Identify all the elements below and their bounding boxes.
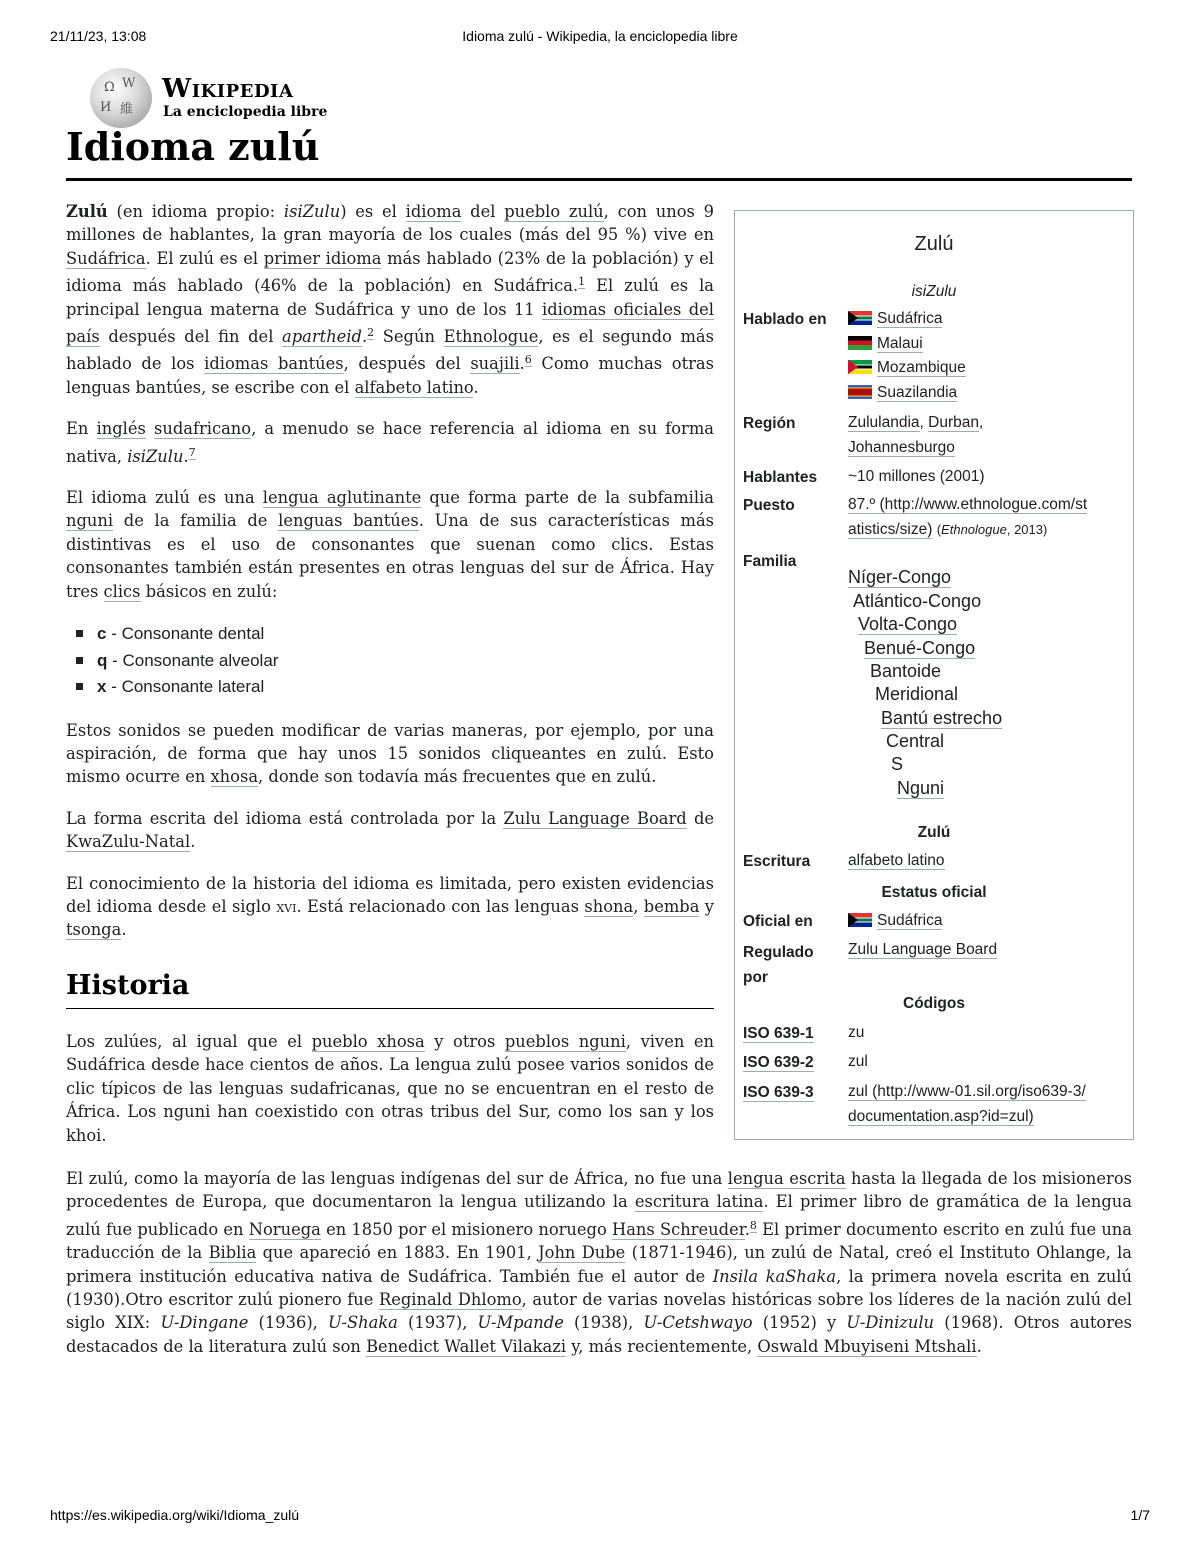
family-nguni (897, 778, 944, 799)
link-idiomas-bantues[interactable]: idiomas bantúes (204, 354, 344, 374)
value-puesto: 87.º (http://www.ethnologue.com/st atistics/size) (Ethnologue, 2013) (848, 496, 1088, 538)
eswatini-flag-icon (848, 385, 872, 399)
page-title: Idioma zulú (66, 124, 320, 169)
link-zululandia[interactable]: Zululandia (848, 414, 920, 431)
paragraph-forma-escrita: La forma escrita del idioma está controlada por la Zulu Language Board de KwaZulu-Natal. (66, 808, 714, 852)
link-apartheid[interactable]: apartheid (282, 327, 362, 347)
link-lengua-aglutinante[interactable]: lengua aglutinante (262, 488, 422, 508)
link-idioma[interactable]: idioma (405, 202, 462, 221)
link-mozambique[interactable]: Mozambique (877, 359, 966, 376)
ref-8[interactable]: 8 (749, 1218, 757, 1232)
south-africa-flag-icon (848, 913, 872, 927)
family-volta-congo (858, 614, 957, 635)
link-vilakazi[interactable]: Benedict Wallet Vilakazi (366, 1336, 567, 1356)
print-date: 21/11/23, 13:08 (50, 28, 147, 44)
link-pueblos-nguni[interactable]: pueblos nguni (504, 1032, 626, 1051)
link-bemba[interactable]: bemba (643, 897, 700, 917)
link-ib-zulu-language-board[interactable]: Zulu Language Board (848, 941, 998, 958)
link-family-nguni[interactable]: Nguni (897, 778, 945, 798)
family-bantu-estrecho (881, 708, 1002, 729)
list-item: q - Consonante alveolar (76, 648, 714, 675)
link-iso-639-3[interactable]: ISO 639-3 (743, 1084, 814, 1101)
label-oficial-en: Oficial en (743, 913, 813, 930)
link-idiomas-oficiales[interactable]: idiomas oficiales del país (66, 299, 714, 347)
link-lengua-escrita[interactable]: lengua escrita (727, 1169, 846, 1188)
paragraph-ingles: En inglés sudafricano, a menudo se hace referencia al idioma en su forma nativa, isiZulu.$^7$ (66, 419, 714, 466)
ref-1[interactable]: 1 (578, 275, 586, 289)
link-ingles[interactable]: inglés (96, 419, 146, 439)
link-suajili[interactable]: suajili (470, 354, 520, 374)
link-escritura-latina[interactable]: escritura latina (634, 1192, 764, 1212)
link-iso-639-2[interactable]: ISO 639-2 (743, 1054, 814, 1071)
link-volta-congo[interactable]: Volta-Congo (858, 614, 958, 634)
family-zulu: Zulú (917, 824, 951, 841)
family-s: S (891, 754, 904, 774)
link-malaui[interactable]: Malaui (877, 334, 923, 352)
value-hablado-en (848, 307, 966, 405)
family-central: Central (886, 731, 945, 751)
link-benue-congo[interactable]: Benué-Congo (864, 638, 976, 658)
link-nguni[interactable]: nguni (66, 511, 114, 531)
family-bantoide: Bantoide (870, 661, 942, 681)
label-puesto: Puesto (743, 497, 795, 514)
mozambique-flag-icon (848, 360, 872, 374)
wikipedia-tagline: La enciclopedia libre (163, 104, 328, 120)
label-hablantes: Hablantes (743, 469, 818, 486)
print-header (50, 28, 1150, 48)
link-noruega[interactable]: Noruega (248, 1219, 321, 1239)
section-divider (66, 1008, 714, 1009)
link-ethnologue[interactable]: Ethnologue (443, 327, 539, 347)
link-sil-iso[interactable]: zul (http://www-01.sil.org/iso639-3/ (848, 1083, 1086, 1100)
historia-section (66, 1030, 714, 1165)
label-iso-639-2 (743, 1054, 814, 1072)
value-iso-639-1: zu (848, 1024, 865, 1041)
link-suazilandia[interactable]: Suazilandia (877, 383, 958, 401)
value-regulado-por (848, 938, 997, 963)
family-niger-congo (848, 567, 951, 588)
paragraph-literatura: El zulú, como la mayoría de las lenguas indígenas del sur de África, no fue una lengua escrita hasta la llegada de los misioneros procedentes de Europa, que documentaron la lengua utilizando la escritura latina. El primer libro de gramática de la lengua zulú fue publicado en Noruega en 1850 por el misionero noruego Hans Schreuder.$^8$ El primer documento escrito en zulú fue una traducción de la Biblia que apareció en 1883. En 1901, John Dube (1871-1946), un zulú de Natal, creó el Instituto Ohlange, la primera institución educativa nativa de Sudáfrica. También fue el autor de Insila kaShaka, la primera novela escrita en zulú (1930).Otro escritor zulú pionero fue Reginald Dhlomo, autor de varias novelas históricas sobre los líderes de la nación zulú del siglo XIX: U-Dingane (1936), U-Shaka (1937), U-Mpande (1938), U-Cetshwayo (1952) y U-Dinizulu (1968). Otros autores destacados de la literatura zulú son Benedict Wallet Vilakazi y, más recientemente, Oswald Mbuyiseni Mtshali. (66, 1169, 1133, 1356)
link-reginald-dhlomo[interactable]: Reginald Dhlomo (378, 1290, 522, 1310)
link-tsonga[interactable]: tsonga (66, 920, 122, 940)
label-region: Región (743, 415, 796, 432)
link-sudafrica[interactable]: Sudáfrica (66, 248, 146, 268)
link-oficial-sudafrica[interactable]: Sudáfrica (877, 912, 943, 929)
link-zulu-language-board[interactable]: Zulu Language Board (503, 808, 687, 828)
label-familia: Familia (743, 553, 797, 570)
link-ib-alfabeto-latino[interactable]: alfabeto latino (848, 852, 945, 869)
link-lenguas-bantues[interactable]: lenguas bantúes (278, 511, 419, 531)
infobox-title: Zulú (914, 233, 954, 255)
wikipedia-globe-icon: Ω W И 維 (90, 68, 152, 128)
label-iso-639-3 (743, 1084, 814, 1102)
link-durban[interactable]: Durban (928, 414, 979, 431)
link-hans-schreuder[interactable]: Hans Schreuder (612, 1219, 745, 1239)
value-oficial-en (848, 909, 942, 934)
link-ethnologue-stats[interactable]: 87.º (http://www.ethnologue.com/st (848, 496, 1088, 513)
print-url: https://es.wikipedia.org/wiki/Idioma_zulú (50, 1507, 300, 1523)
link-bantu-estrecho[interactable]: Bantú estrecho (881, 708, 1003, 728)
value-hablantes: ~10 millones (2001) (848, 468, 985, 485)
section-heading-historia: Historia (66, 970, 190, 1001)
ref-7[interactable]: 7 (188, 445, 196, 459)
page-number: 1/7 (1130, 1507, 1150, 1523)
value-escritura (848, 849, 945, 874)
ref-2[interactable]: 2 (367, 326, 375, 340)
list-item: c - Consonante dental (76, 621, 714, 648)
link-sil-iso-cont[interactable]: documentation.asp?id=zul) (848, 1107, 1034, 1125)
family-meridional: Meridional (875, 684, 959, 704)
title-divider (66, 178, 1132, 181)
link-sudafrica-flag[interactable]: Sudáfrica (877, 310, 943, 327)
link-biblia[interactable]: Biblia (208, 1243, 257, 1263)
list-item: x - Consonante lateral (76, 674, 714, 701)
link-primer-idioma[interactable]: primer idioma (263, 248, 382, 268)
label-hablado-en: Hablado en (743, 311, 827, 328)
paragraph-sonidos: Estos sonidos se pueden modificar de varias maneras, por ejemplo, por una aspiración, de forma que hay unos 15 sonidos cliqueantes en zulú. Esto mismo ocurre en xhosa, donde son todavía más frecuentes que en zulú. (66, 720, 714, 787)
intro-section (66, 200, 714, 960)
paragraph-intro: Zulú (en idioma propio: isiZulu) es el idioma del pueblo zulú, con unos 9 millones de hablantes, la gran mayoría de los cuales (más del 95 %) vive en Sudáfrica. El zulú es el primer idioma más hablado (23% de la población) y el idioma más hablado (46% de la población) en Sudáfrica.$^1$ El zulú es la principal lengua materna de Sudáfrica y uno de los 11 idiomas oficiales del país después del fin del apartheid.$^2$ Según Ethnologue, es el segundo más hablado de los idiomas bantúes, después del suajili.$^6$ Como muchas otras lenguas bantúes, se escribe con el alfabeto latino. (66, 202, 715, 397)
print-title: Idioma zulú - Wikipedia, la enciclopedia libre (462, 28, 738, 44)
link-kwazulu-natal[interactable]: KwaZulu-Natal (66, 832, 191, 852)
malawi-flag-icon (848, 336, 872, 350)
paragraph-zulues: Los zulúes, al igual que el pueblo xhosa y otros pueblos nguni, viven en Sudáfrica desde hace cientos de años. La lengua zulú posee varios sonidos de clic típicos de las lenguas sudafricanas, que no se encuentran en el resto de África. Los nguni han coexistido con otras tribus del Sur, como los san y los khoi. (66, 1032, 715, 1145)
link-ethnologue-stats-cont[interactable]: atistics/size) (848, 520, 933, 538)
label-iso-639-1 (743, 1025, 814, 1043)
south-africa-flag-icon (848, 311, 872, 325)
family-atlantico-congo: Atlántico-Congo (853, 591, 982, 611)
value-iso-639-3 (848, 1080, 1086, 1129)
value-iso-639-2: zul (848, 1053, 868, 1070)
link-clics[interactable]: clics (103, 581, 141, 601)
infobox (734, 210, 1134, 1140)
paragraph-conocimiento: El conocimiento de la historia del idioma es limitada, pero existen evidencias del idioma desde el siglo xvi. Está relacionado con las lenguas shona, bemba y tsonga. (66, 873, 714, 940)
label-regulado-por: Regulado por (743, 944, 814, 986)
click-consonants-list (66, 621, 714, 701)
link-mtshali[interactable]: Oswald Mbuyiseni Mtshali (757, 1336, 977, 1356)
wikipedia-logo[interactable] (90, 68, 330, 128)
heading-estatus-oficial: Estatus oficial (881, 884, 987, 901)
value-region: Zululandia, Durban, Johannesburgo (848, 414, 984, 456)
link-iso-639-1[interactable]: ISO 639-1 (743, 1025, 814, 1042)
infobox-native-name: isiZulu (911, 283, 957, 300)
heading-codigos: Códigos (903, 995, 965, 1012)
link-pueblo-zulu[interactable]: pueblo zulú (504, 202, 604, 221)
link-shona[interactable]: shona (584, 897, 634, 917)
link-alfabeto-latino[interactable]: alfabeto latino (354, 377, 474, 397)
link-sudafricano[interactable]: sudafricano (153, 419, 252, 439)
link-pueblo-xhosa[interactable]: pueblo xhosa (311, 1032, 425, 1051)
link-johannesburgo[interactable]: Johannesburgo (848, 438, 955, 456)
paragraph-aglutinante: El idioma zulú es una lengua aglutinante que forma parte de la subfamilia nguni de la familia de lenguas bantúes. Una de sus características más distintivas es el uso de consonantes que suenan como clics. Estas consonantes también están presentes en otras lenguas del sur de África. Hay tres clics básicos en zulú: (66, 488, 715, 601)
link-niger-congo[interactable]: Níger-Congo (848, 567, 952, 587)
label-escritura: Escritura (743, 853, 811, 870)
family-benue-congo (864, 638, 975, 659)
ref-6[interactable]: 6 (524, 353, 532, 367)
link-john-dube[interactable]: John Dube (538, 1243, 626, 1263)
link-xhosa[interactable]: xhosa (210, 767, 259, 787)
wikipedia-wordmark: Wikipedia (162, 74, 294, 104)
